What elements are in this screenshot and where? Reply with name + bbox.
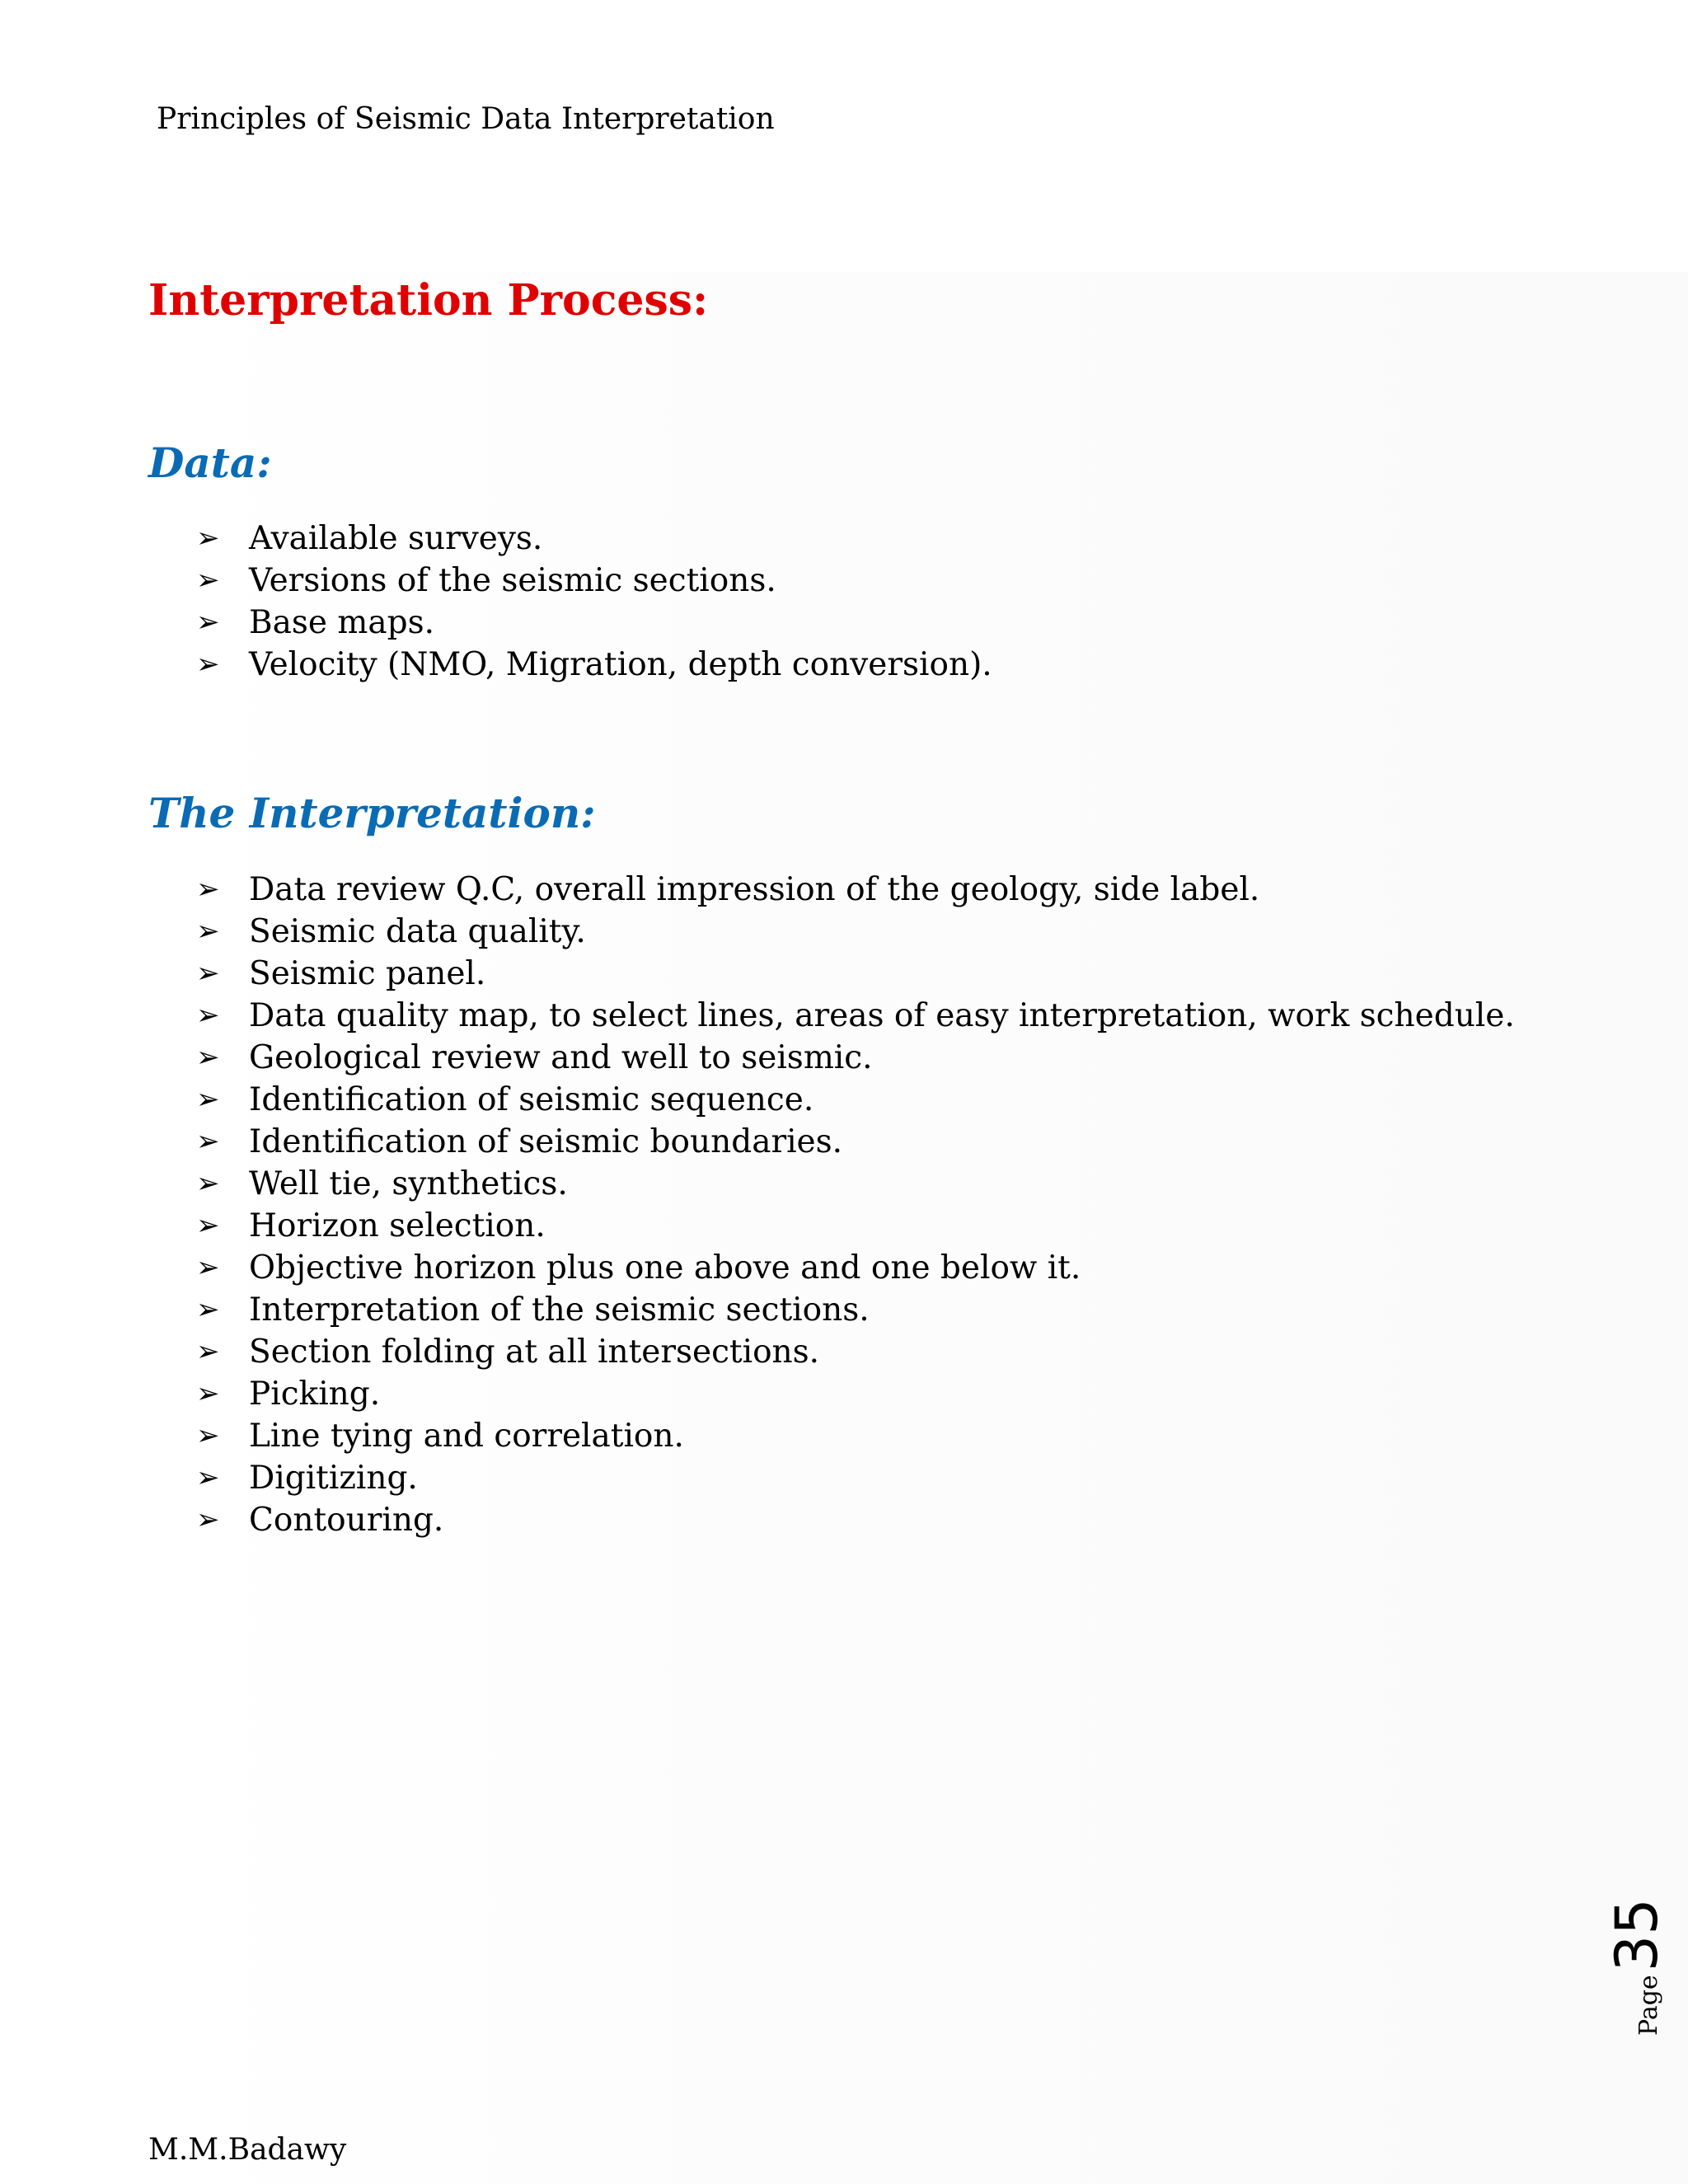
list-item — [196, 1457, 1515, 1499]
list-item-text: Objective horizon plus one above and one below it. — [249, 1249, 1081, 1286]
list-item-text: Base maps. — [249, 604, 435, 641]
arrow-bullet-icon: ➢ — [196, 1083, 220, 1116]
arrow-bullet-icon: ➢ — [196, 957, 220, 990]
page-number-value: 35 — [1603, 1898, 1671, 1972]
list-item — [196, 602, 992, 644]
arrow-bullet-icon: ➢ — [196, 1125, 220, 1158]
arrow-bullet-icon: ➢ — [196, 606, 220, 639]
page-number — [1603, 1898, 1671, 2036]
list-item-text: Section folding at all intersections. — [249, 1333, 820, 1371]
list-item-text: Identification of seismic boundaries. — [249, 1123, 843, 1160]
running-header: Principles of Seismic Data Interpretation — [157, 102, 775, 136]
arrow-bullet-icon: ➢ — [196, 1293, 220, 1326]
list-item — [196, 1079, 1515, 1121]
arrow-bullet-icon: ➢ — [196, 564, 220, 597]
arrow-bullet-icon: ➢ — [196, 648, 220, 681]
list-item-text: Seismic panel. — [249, 955, 486, 992]
section-heading-interpretation: The Interpretation: — [148, 789, 596, 837]
list-item-text: Available surveys. — [249, 520, 543, 557]
arrow-bullet-icon: ➢ — [196, 999, 220, 1032]
list-item-text: Contouring. — [249, 1502, 444, 1539]
arrow-bullet-icon: ➢ — [196, 1335, 220, 1368]
arrow-bullet-icon: ➢ — [196, 522, 220, 555]
list-item — [196, 1163, 1515, 1205]
page-title: Interpretation Process: — [148, 275, 709, 326]
list-item — [196, 953, 1515, 995]
arrow-bullet-icon: ➢ — [196, 1167, 220, 1200]
arrow-bullet-icon: ➢ — [196, 1377, 220, 1410]
data-list — [196, 518, 992, 686]
page-number-rotated — [1603, 1898, 1671, 2036]
arrow-bullet-icon: ➢ — [196, 1209, 220, 1242]
list-item-text: Horizon selection. — [249, 1207, 546, 1244]
arrow-bullet-icon: ➢ — [196, 1461, 220, 1494]
list-item-text: Well tie, synthetics. — [249, 1165, 568, 1202]
list-item-text: Data review Q.C, overall impression of the geology, side label. — [249, 871, 1260, 908]
list-item — [196, 1331, 1515, 1373]
list-item-text: Line tying and correlation. — [249, 1418, 684, 1455]
list-item — [196, 1121, 1515, 1163]
list-item — [196, 869, 1515, 911]
list-item-text: Digitizing. — [249, 1460, 418, 1497]
list-item-text: Picking. — [249, 1376, 381, 1413]
interpretation-list — [196, 869, 1515, 1541]
list-item-text: Seismic data quality. — [249, 913, 586, 950]
list-item — [196, 1205, 1515, 1247]
arrow-bullet-icon: ➢ — [196, 873, 220, 906]
list-item-text: Data quality map, to select lines, areas of easy interpretation, work schedule. — [249, 997, 1515, 1034]
list-item — [196, 1289, 1515, 1331]
list-item — [196, 560, 992, 602]
list-item-text: Interpretation of the seismic sections. — [249, 1291, 870, 1329]
page-word: Page — [1634, 1975, 1663, 2036]
arrow-bullet-icon: ➢ — [196, 1041, 220, 1074]
arrow-bullet-icon: ➢ — [196, 1251, 220, 1284]
list-item-text: Identification of seismic sequence. — [249, 1081, 814, 1118]
list-item — [196, 1247, 1515, 1289]
list-item-text: Geological review and well to seismic. — [249, 1039, 873, 1076]
arrow-bullet-icon: ➢ — [196, 915, 220, 948]
list-item — [196, 1373, 1515, 1415]
list-item — [196, 911, 1515, 953]
list-item — [196, 1037, 1515, 1079]
list-item-text: Velocity (NMO, Migration, depth conversion). — [249, 646, 992, 683]
footer-author: M.M.Badawy — [148, 2133, 347, 2167]
list-item — [196, 1499, 1515, 1541]
list-item — [196, 1415, 1515, 1457]
arrow-bullet-icon: ➢ — [196, 1419, 220, 1452]
list-item — [196, 995, 1515, 1037]
list-item — [196, 644, 992, 686]
list-item — [196, 518, 992, 560]
arrow-bullet-icon: ➢ — [196, 1503, 220, 1536]
section-heading-data: Data: — [148, 438, 272, 487]
list-item-text: Versions of the seismic sections. — [249, 562, 776, 599]
